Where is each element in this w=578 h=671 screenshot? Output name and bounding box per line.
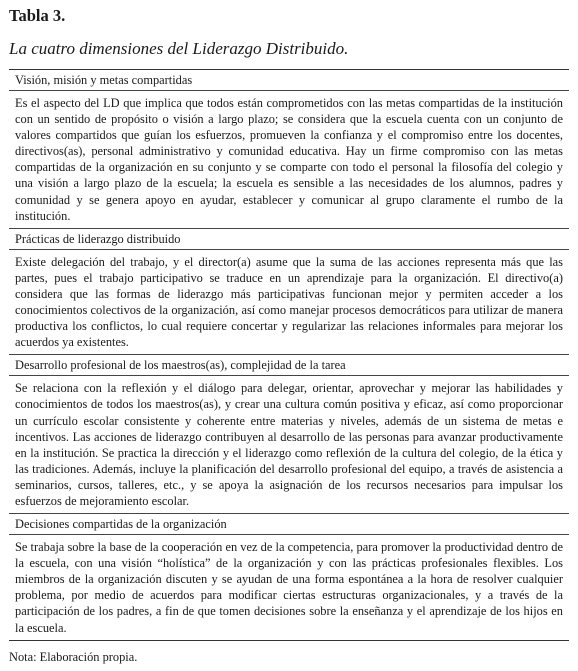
section-heading: Visión, misión y metas compartidas (9, 70, 569, 91)
section-heading: Prácticas de liderazgo distribuido (9, 229, 569, 250)
section-body: Existe delegación del trabajo, y el director(a) asume que la suma de las acciones representa más que las partes, pues el trabajo participativo se traduce en un aprendizaje para la organización. El directivo(a) considera que las formas de liderazgo más participativas funcionan mejor y permiten acceder a los conocimientos colectivos de la organización, así como manejar procesos democráticos para utilizar de manera productiva los conflictos, lo cual requiere concertar y regularizar las relaciones informales para mejorar los acuerdos ya existentes. (9, 250, 569, 356)
table-section-desarrollo (9, 355, 569, 514)
table-section-practicas (9, 229, 569, 356)
document-page (9, 6, 569, 665)
section-heading: Desarrollo profesional de los maestros(as), complejidad de la tarea (9, 355, 569, 376)
table-title: La cuatro dimensiones del Liderazgo Distribuido. (9, 39, 349, 58)
section-heading: Decisiones compartidas de la organización (9, 514, 569, 535)
table-section-decisiones (9, 514, 569, 640)
dimensions-table (9, 69, 569, 641)
section-body: Es el aspecto del LD que implica que todos están comprometidos con las metas compartidas de la institución con un sentido de propósito o visión a largo plazo; se considera que la escuela cuenta con un conjunto de valores compartidos que guían los esfuerzos, promueven la confianza y el compromiso entre los docentes, directivos(as), personal administrativo y comunidad educativa. Hay un firme compromiso con las metas compartidas de la organización en su conjunto y se comparte con todo el personal la filosofía del colegio y una visión a largo plazo de la escuela; la escuela es sensible a las necesidades de los alumnos, padres y comunidad y se genera apoyo en ayudar, establecer y comunicar al grupo claramente el rumbo de la institución. (9, 91, 569, 229)
table-note: Nota: Elaboración propia. (9, 649, 138, 664)
table-label: Tabla 3. (9, 6, 66, 25)
table-section-vision (9, 70, 569, 229)
section-body: Se trabaja sobre la base de la cooperación en vez de la competencia, para promover la productividad dentro de la escuela, con una visión “holística” de la organización y con las prácticas profesionales flexibles. Los miembros de la organización discuten y se ayudan de una forma espontánea a la hora de resolver cualquier problema, por medio de acuerdos para modificar ciertas estructuras organizacionales, y a través de la participación de los padres, a fin de que tomen decisiones sobre la enseñanza y el aprendizaje de los hijos en la escuela. (15, 540, 563, 635)
section-body: Se relaciona con la reflexión y el diálogo para delegar, orientar, aprovechar y mejorar las habilidades y conocimientos de todos los maestros(as), y crear una cultura común positiva y eficaz, así como proporcionar un currículo escolar consistente y coherente entre materias y niveles, además de un sistema de metas e incentivos. Las acciones de liderazgo contribuyen al desarrollo de las personas para avanzar productivamente en la institución. Se practica la dirección y el liderazgo como reflexión de la cultura del colegio, de la ética y las tradiciones. Además, incluye la planificación del desarrollo profesional del equipo, a través de asistencia a seminarios, cursos, talleres, etc., y se apoya la asignación de los recursos necesarios para impulsar los esfuerzos de mejoramiento escolar. (9, 376, 569, 514)
